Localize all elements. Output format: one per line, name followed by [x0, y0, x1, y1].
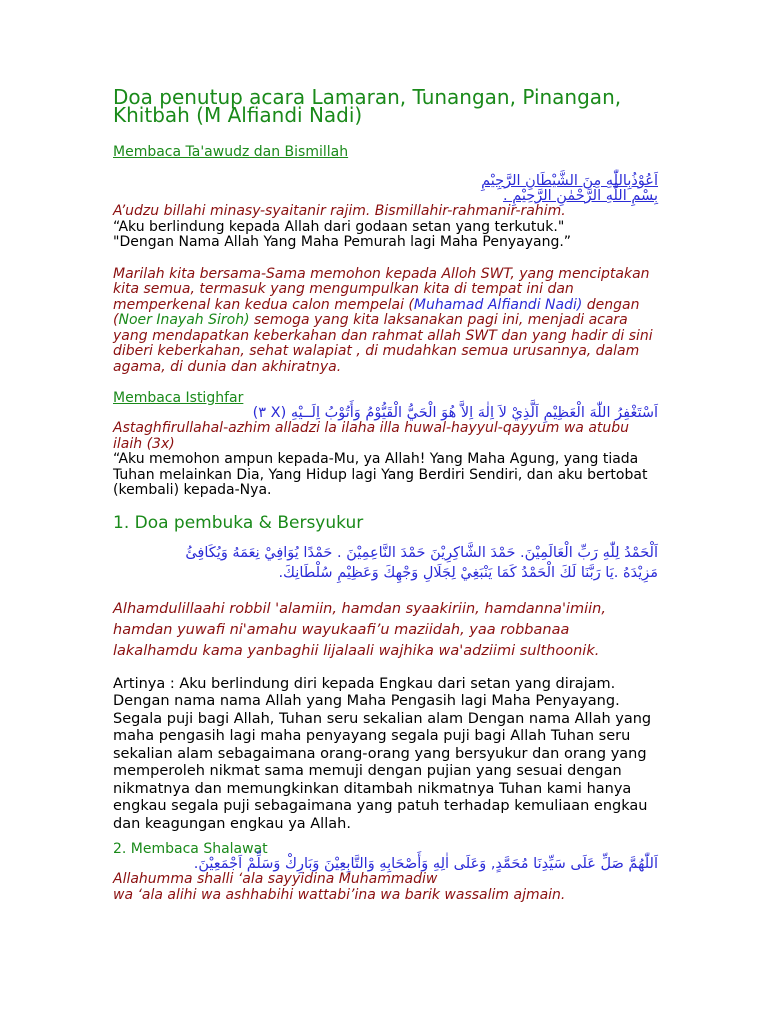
document-body	[113, 85, 658, 903]
taawudz-meaning-1: “Aku berlindung kepada Allah dari godaan setan yang terkutuk."	[113, 218, 565, 235]
doa-arabic-line2: مَزِيْدَهُ .يَا رَبَّنَا لَكَ الْحَمْدُ كَمَا يَنْبَغِيْ لِجَلَالِ وَجْهِكَ وَعَظِيْمِ سُلْطَانِكَ.	[278, 564, 658, 581]
doa-latin	[113, 599, 658, 662]
doa-latin-line1: Alhamdulillaahi robbil 'alamiin, hamdan syaakiriin, hamdanna'imiin,	[113, 600, 606, 617]
doa-pembuka-heading: 1. Doa pembuka & Bersyukur	[113, 512, 364, 533]
shalawat-latin-line2: wa ‘ala alihi wa ashhabihi wattabi’ina wa barik wassalim ajmain.	[113, 886, 566, 903]
istighfar-latin: Astaghfirullahal-azhim alladzi la ilaha illa huwal-hayyul-qayyum wa atubu ilaih (3x)	[113, 420, 630, 452]
taawudz-latin: A’udzu billahi minasy-syaitanir rajim. Bismillahir-rahmanir-rahim.	[113, 203, 566, 219]
invitation-text-3: semoga yang kita laksanakan pagi ini, menjadi acara yang mendapatkan keberkahan dan rahmat allah SWT dan yang hadir di sini diberi keberkahan, sehat walapiat , di mudahkan semua urusannya, dalam agama, di dunia dan akhiratnya.	[113, 312, 653, 375]
title-line-1: Doa penutup acara Lamaran, Tunangan, Pinangan,	[113, 85, 622, 109]
taawudz-arabic	[113, 174, 658, 204]
groom-name: Muhamad Alfiandi Nadi)	[413, 296, 583, 313]
doa-latin-line3: lakalhamdu kama yanbaghii lijalaali wajhika wa'adziimi sulthoonik.	[113, 642, 600, 659]
istighfar-meaning: “Aku memohon ampun kepada-Mu, ya Allah! Yang Maha Agung, yang tiada Tuhan melainkan Dia, Yang Hidup lagi Yang Berdiri Sendiri, dan aku bertobat (kembali) kepada-Nya.	[113, 451, 648, 498]
istighfar-arabic-line: اَسْتَغْفِرُ اللّٰهَ الْعَظِيْمِ اَلَّذِيْ لاَ اِلٰهَ اِلاَّ هُوَ الْحَيُّ الْقَيُّوْمُ وَأَتُوْبُ اِلَــيْهِ (X ٣)	[252, 405, 658, 421]
taawudz-arabic-line2: بِسْمِ اللّٰهِ الرَّحْمٰنِ الرَّحِيْمِ .	[503, 188, 658, 204]
taawudz-meaning-2: "Dengan Nama Allah Yang Maha Pemurah lagi Maha Penyayang.”	[113, 234, 572, 250]
shalawat-latin	[113, 872, 658, 903]
invitation-text-2: dengan (	[113, 296, 640, 328]
doa-meaning: Artinya : Aku berlindung diri kepada Engkau dari setan yang dirajam. Dengan nama nama Allah yang Maha Pengasih lagi Maha Penyayang. Segala puji bagi Allah, Tuhan seru sekalian alam Dengan nama Allah yang maha pengasih lagi maha penyayang segala puji bagi Allah Tuhan seru sekalian alam sebagaimana orang-orang yang bersyukur dan orang yang memperoleh nikmat sama memuji dengan pujian yang sesuai dengan nikmatnya dan memungkinkan ditambah nikmatnya Tuhan kami hanya engkau segala puji sebagaimana yang patuh terhadap kemuliaan engkau dan keagungan engkau ya Allah.	[113, 675, 652, 832]
taawudz-arabic-line1: اَعُوْذُبِاللّٰهِ مِنَ الشَّيْطَانِ الرَّجِيْمِ	[481, 173, 658, 189]
doa-arabic	[113, 543, 658, 583]
invitation-paragraph	[113, 267, 658, 376]
title-line-2: Khitbah (M Alfiandi Nadi)	[113, 103, 363, 127]
bride-name: Noer Inayah Siroh)	[118, 312, 250, 328]
shalawat-heading: 2. Membaca Shalawat	[113, 841, 268, 857]
istighfar-heading-link[interactable]: Membaca Istighfar	[113, 390, 244, 406]
doa-latin-line2: hamdan yuwafi ni'amahu wayukaafi’u maziidah, yaa robbanaa	[113, 621, 570, 638]
istighfar-arabic	[113, 406, 658, 421]
document-title	[113, 85, 658, 127]
invitation-text-1: Marilah kita bersama-Sama memohon kepada Alloh SWT, yang menciptakan kita semua, termasuk yang mengumpulkan kita di tempat ini dan memperkenal kan kedua calon mempelai (	[113, 265, 650, 313]
shalawat-arabic-line: اَللّٰهُمَّ صَلِّ عَلَى سَيِّدِنَا مُحَمَّدٍ, وَعَلَى اٰلِهِ وَأَصْحَابِهِ وَالتَّابِعِيْنَ وَبَارِكْ وَسَلِّمْ اَجْمَعِيْنَ.	[193, 856, 658, 872]
shalawat-arabic	[113, 857, 658, 872]
shalawat-latin-line1: Allahumma shalli ‘ala sayyidina Muhammadiw	[113, 871, 438, 887]
taawudz-heading-link[interactable]: Membaca Ta'awudz dan Bismillah	[113, 144, 349, 160]
doa-arabic-line1: اَلْحَمْدُ لِلّٰهِ رَبِّ الْعَالَمِيْنَ. حَمْدَ الشَّاكِرِيْنَ حَمْدَ النَّاعِمِيْنَ . حَمْدًا يُوَافِيْ نِعَمَهُ وَيُكَافِئُ	[185, 544, 658, 561]
